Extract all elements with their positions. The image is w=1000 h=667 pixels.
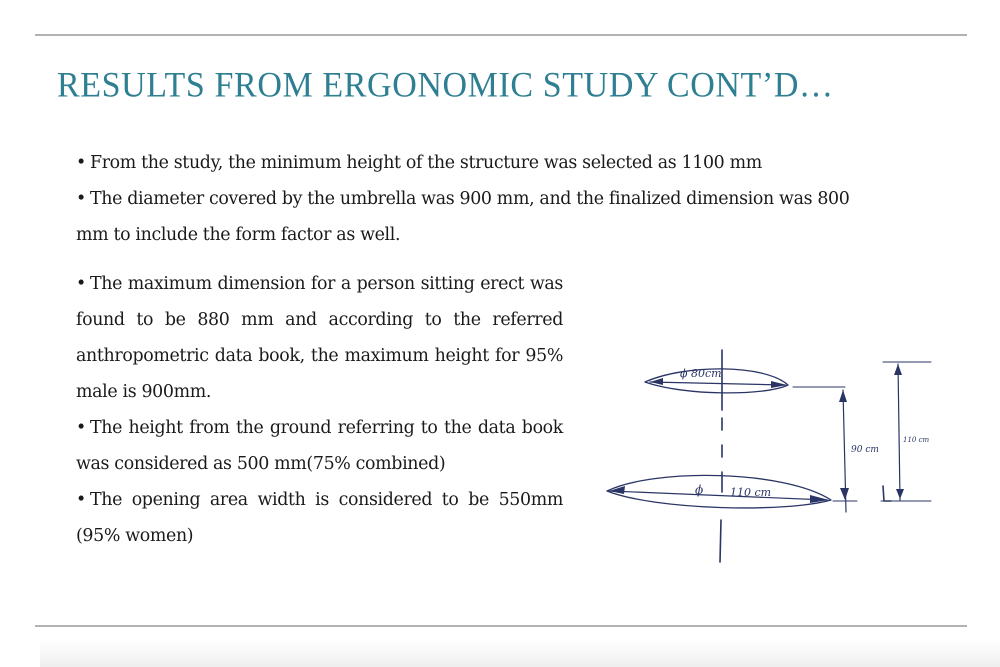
top-divider-rule [35,34,967,36]
top-diameter-label: ϕ 80cm [680,367,722,380]
bottom-disc-outline [607,475,831,508]
center-axis-bottom [720,520,721,562]
top-diameter-line [650,382,785,385]
total-height-label: 110 cm [903,436,930,444]
umbrella-dimension-sketch [595,350,945,565]
ground-mark [883,486,891,501]
sketch-drawing [595,350,945,565]
top-bullet-list [76,145,976,253]
total-dimension-line [898,364,900,500]
bullet-text: From the study, the minimum height of the structure was selected as 1100 mm [90,153,762,173]
gap-arrow-down [840,488,849,500]
bullet-icon: • [76,418,86,438]
bottom-diameter-label: 110 cm [730,486,772,499]
slide-title: RESULTS FROM ERGONOMIC STUDY CONT’D… [57,66,834,105]
bullet-item-sitting-dimension [76,266,563,410]
bullet-text: The height from the ground referring to the data book was considered as 500 mm(75% combined) [76,418,563,474]
bottom-diameter-symbol: ϕ [695,483,704,497]
bullet-item-diameter-continued: mm to include the form factor as well. [76,225,401,245]
bullet-text: The maximum dimension for a person sitting erect was found to be 880 mm and according to the referred anthropometric data book, the maximum height for 95% male is 900mm. [76,274,563,402]
bullet-icon: • [76,490,86,510]
bottom-diameter-line [610,491,827,500]
bullet-icon: • [76,153,86,173]
gap-arrow-up [839,390,847,402]
bullet-icon: • [76,274,86,294]
bullet-item-min-height [76,145,976,181]
left-bullet-list [76,266,563,554]
bullet-icon: • [76,189,86,209]
gap-height-label: 90 cm [851,445,879,455]
bullet-item-opening-width [76,482,563,554]
slide-bottom-shadow [40,640,1000,667]
bullet-text: The opening area width is considered to be 550mm (95% women) [76,490,563,546]
bullet-item-ground-height [76,410,563,482]
total-arrow-up [894,364,902,375]
bottom-divider-rule [35,625,967,627]
bullet-item-diameter [76,181,976,217]
bullet-text: The diameter covered by the umbrella was 900 mm, and the finalized dimension was 800 [90,189,850,209]
total-arrow-down [896,489,904,499]
